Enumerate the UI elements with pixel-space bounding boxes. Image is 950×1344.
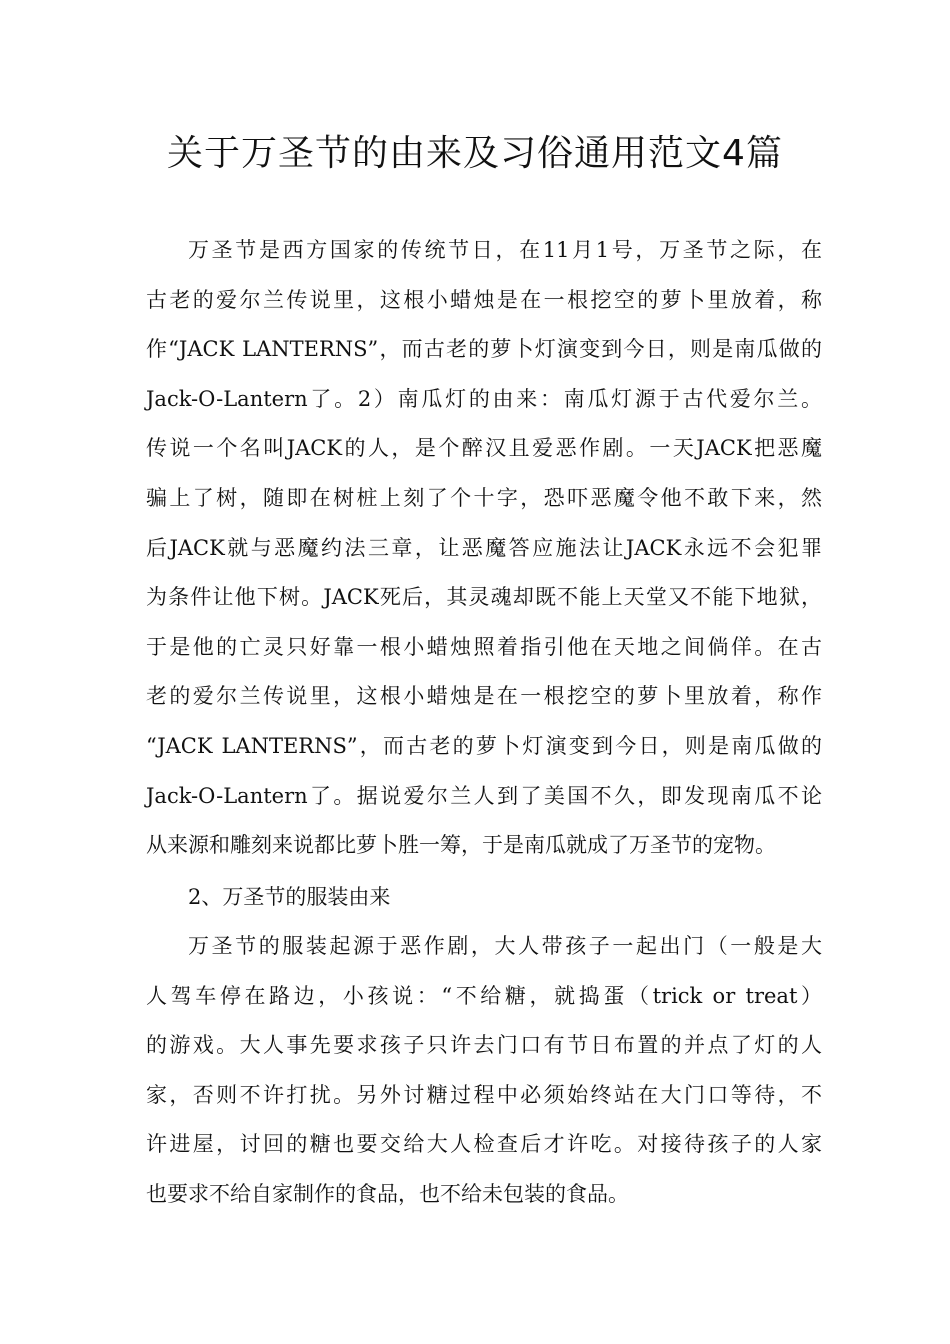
page-title: 关于万圣节的由来及习俗通用范文4篇 <box>167 133 783 174</box>
text-line: 老的爱尔兰传说里，这根小蜡烛是在一根挖空的萝卜里放着，称作 <box>146 684 822 709</box>
text-line: Jack-O-Lantern了。2）南瓜灯的由来：南瓜灯源于古代爱尔兰。 <box>146 386 822 411</box>
text-line: 的游戏。大人事先要求孩子只许去门口有节日布置的并点了灯的人 <box>146 1033 822 1058</box>
section-heading-costume-origin <box>146 873 822 923</box>
text-line: 为条件让他下树。JACK死后，其灵魂却既不能上天堂又不能下地狱， <box>146 585 822 610</box>
text-line: 万圣节是西方国家的传统节日，在11月1号，万圣节之际，在 <box>188 238 822 262</box>
text-line: Jack-O-Lantern了。据说爱尔兰人到了美国不久，即发现南瓜不论 <box>146 783 822 808</box>
text-line: 从来源和雕刻来说都比萝卜胜一筹，于是南瓜就成了万圣节的宠物。 <box>146 833 776 858</box>
section-heading: 2、万圣节的服装由来 <box>188 885 391 909</box>
paragraph-halloween-origin <box>146 226 822 871</box>
text-line: “JACK LANTERNS”，而古老的萝卜灯演变到今日，则是南瓜做的 <box>146 733 822 758</box>
text-line: 骗上了树，随即在树桩上刻了个十字，恐吓恶魔令他不敢下来，然 <box>146 485 822 510</box>
text-line: 作“JACK LANTERNS”，而古老的萝卜灯演变到今日，则是南瓜做的 <box>146 337 822 362</box>
text-line: 后JACK就与恶魔约法三章，让恶魔答应施法让JACK永远不会犯罪 <box>146 535 822 560</box>
text-line: 古老的爱尔兰传说里，这根小蜡烛是在一根挖空的萝卜里放着，称 <box>146 287 822 312</box>
text-line: 万圣节的服装起源于恶作剧，大人带孩子一起出门（一般是大 <box>188 934 822 958</box>
text-line: 人驾车停在路边，小孩说：“不给糖，就捣蛋（trick or treat） <box>146 983 822 1008</box>
text-line: 家，否则不许打扰。另外讨糖过程中必须始终站在大门口等待，不 <box>146 1082 822 1107</box>
text-line: 许进屋，讨回的糖也要交给大人检查后才许吃。对接待孩子的人家 <box>146 1132 822 1157</box>
text-line: 传说一个名叫JACK的人，是个醉汉且爱恶作剧。一天JACK把恶魔 <box>146 436 822 461</box>
text-line: 于是他的亡灵只好靠一根小蜡烛照着指引他在天地之间倘佯。在古 <box>146 634 822 659</box>
paragraph-costume-origin <box>146 922 822 1220</box>
text-line: 也要求不给自家制作的食品，也不给未包装的食品。 <box>146 1181 629 1206</box>
